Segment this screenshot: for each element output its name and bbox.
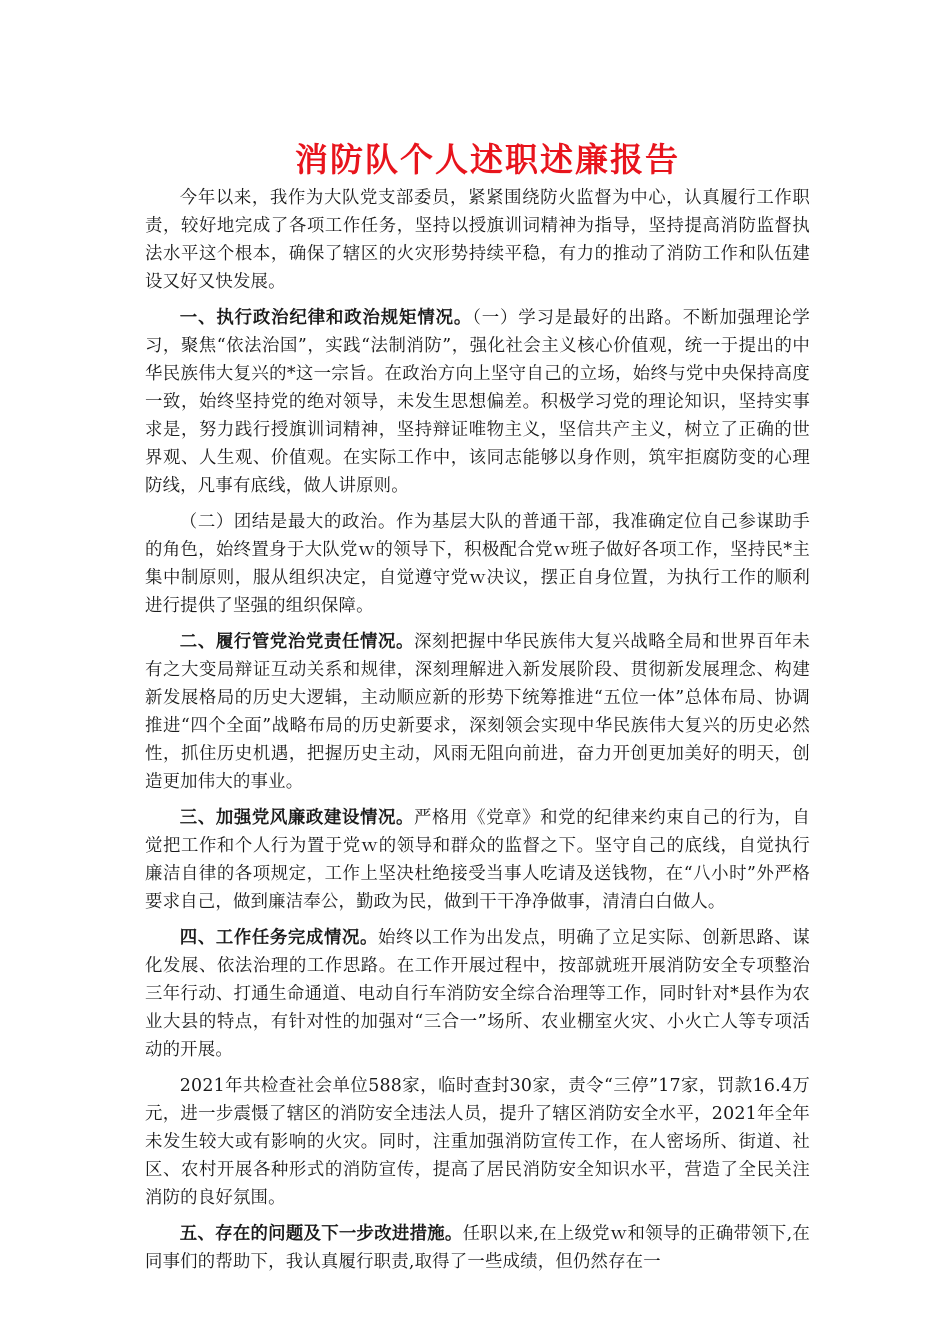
body-paragraph: [145, 804, 810, 916]
body-paragraph: [145, 1220, 810, 1276]
body-paragraph: [145, 304, 810, 500]
section-heading: 二、履行管党治党责任情况。: [179, 632, 415, 652]
body-paragraph: [145, 1072, 810, 1212]
section-heading: 一、执行政治纪律和政治规矩情况。: [179, 308, 473, 328]
section-heading: 五、存在的问题及下一步改进措施。: [179, 1224, 463, 1244]
section-heading: 四、工作任务完成情况。: [179, 928, 378, 948]
body-paragraph: [145, 628, 810, 796]
paragraph-text: 始终以工作为出发点，明确了立足实际、创新思路、谋化发展、依法治理的工作思路。在工作开展过程中，按部就班开展消防安全专项整治三年行动、打通生命通道、电动自行车消防安全综合治理等工作，同时针对*县作为农业大县的特点，有针对性的加强对“三合一”场所、农业棚室火灾、小火亡人等专项活动的开展。: [145, 928, 810, 1060]
body-paragraph: [145, 924, 810, 1064]
body-paragraph: [145, 508, 810, 620]
body-paragraph: [145, 184, 810, 296]
paragraph-text: 今年以来，我作为大队党支部委员，紧紧围绕防火监督为中心，认真履行工作职责，较好地完成了各项工作任务，坚持以授旗训词精神为指导，坚持提高消防监督执法水平这个根本，确保了辖区的火灾形势持续平稳，有力的推动了消防工作和队伍建设又好又快发展。: [145, 188, 810, 292]
section-heading: 三、加强党风廉政建设情况。: [179, 808, 415, 828]
document-title: 消防队个人述职述廉报告: [295, 140, 680, 179]
paragraph-text: （一）学习是最好的出路。不断加强理论学习，聚焦“依法治国”，实践“法制消防”，强化社会主义核心价值观，统一于提出的中华民族伟大复兴的*这一宗旨。在政治方向上坚守自己的立场，始终与党中央保持高度一致，始终坚持党的绝对领导，未发生思想偏差。积极学习党的理论知识，坚持实事求是，努力践行授旗训词精神，坚持辩证唯物主义，坚信共产主义，树立了正确的世界观、人生观、价值观。在实际工作中，该同志能够以身作则，筑牢拒腐防变的心理防线，凡事有底线，做人讲原则。: [145, 308, 811, 496]
paragraph-text: 深刻把握中华民族伟大复兴战略全局和世界百年未有之大变局辩证互动关系和规律，深刻理解进入新发展阶段、贯彻新发展理念、构建新发展格局的历史大逻辑，主动顺应新的形势下统筹推进“五位一体”总体布局、协调推进“四个全面”战略布局的历史新要求，深刻领会实现中华民族伟大复兴的历史必然性，抓住历史机遇，把握历史主动，风雨无阻向前进，奋力开创更加美好的明天，创造更加伟大的事业。: [145, 632, 810, 792]
paragraph-text: 2021年共检查社会单位588家，临时查封30家，责令“三停”17家，罚款16.4万元，进一步震慑了辖区的消防安全违法人员，提升了辖区消防安全水平，2021年全年未发生较大或有影响的火灾。同时，注重加强消防宣传工作，在人密场所、街道、社区、农村开展各种形式的消防宣传，提高了居民消防安全知识水平，营造了全民关注消防的良好氛围。: [145, 1076, 810, 1208]
paragraph-text: （二）团结是最大的政治。作为基层大队的普通干部，我准确定位自己参谋助手的角色，始终置身于大队党ｗ的领导下，积极配合党ｗ班子做好各项工作，坚持民*主集中制原则，服从组织决定，自觉遵守党ｗ决议，摆正自身位置，为执行工作的顺利进行提供了坚强的组织保障。: [145, 512, 810, 616]
document-page: [145, 136, 810, 1284]
paragraph-text: 任职以来,在上级党ｗ和领导的正确带领下,在同事们的帮助下，我认真履行职责,取得了一些成绩，但仍然存在一: [145, 1224, 811, 1272]
paragraph-text: 严格用《党章》和党的纪律来约束自己的行为，自觉把工作和个人行为置于党ｗ的领导和群众的监督之下。坚守自己的底线，自觉执行廉洁自律的各项规定，工作上坚决杜绝接受当事人吃请及送钱物，在“八小时”外严格要求自己，做到廉洁奉公，勤政为民，做到干干净净做事，清清白白做人。: [145, 808, 810, 912]
